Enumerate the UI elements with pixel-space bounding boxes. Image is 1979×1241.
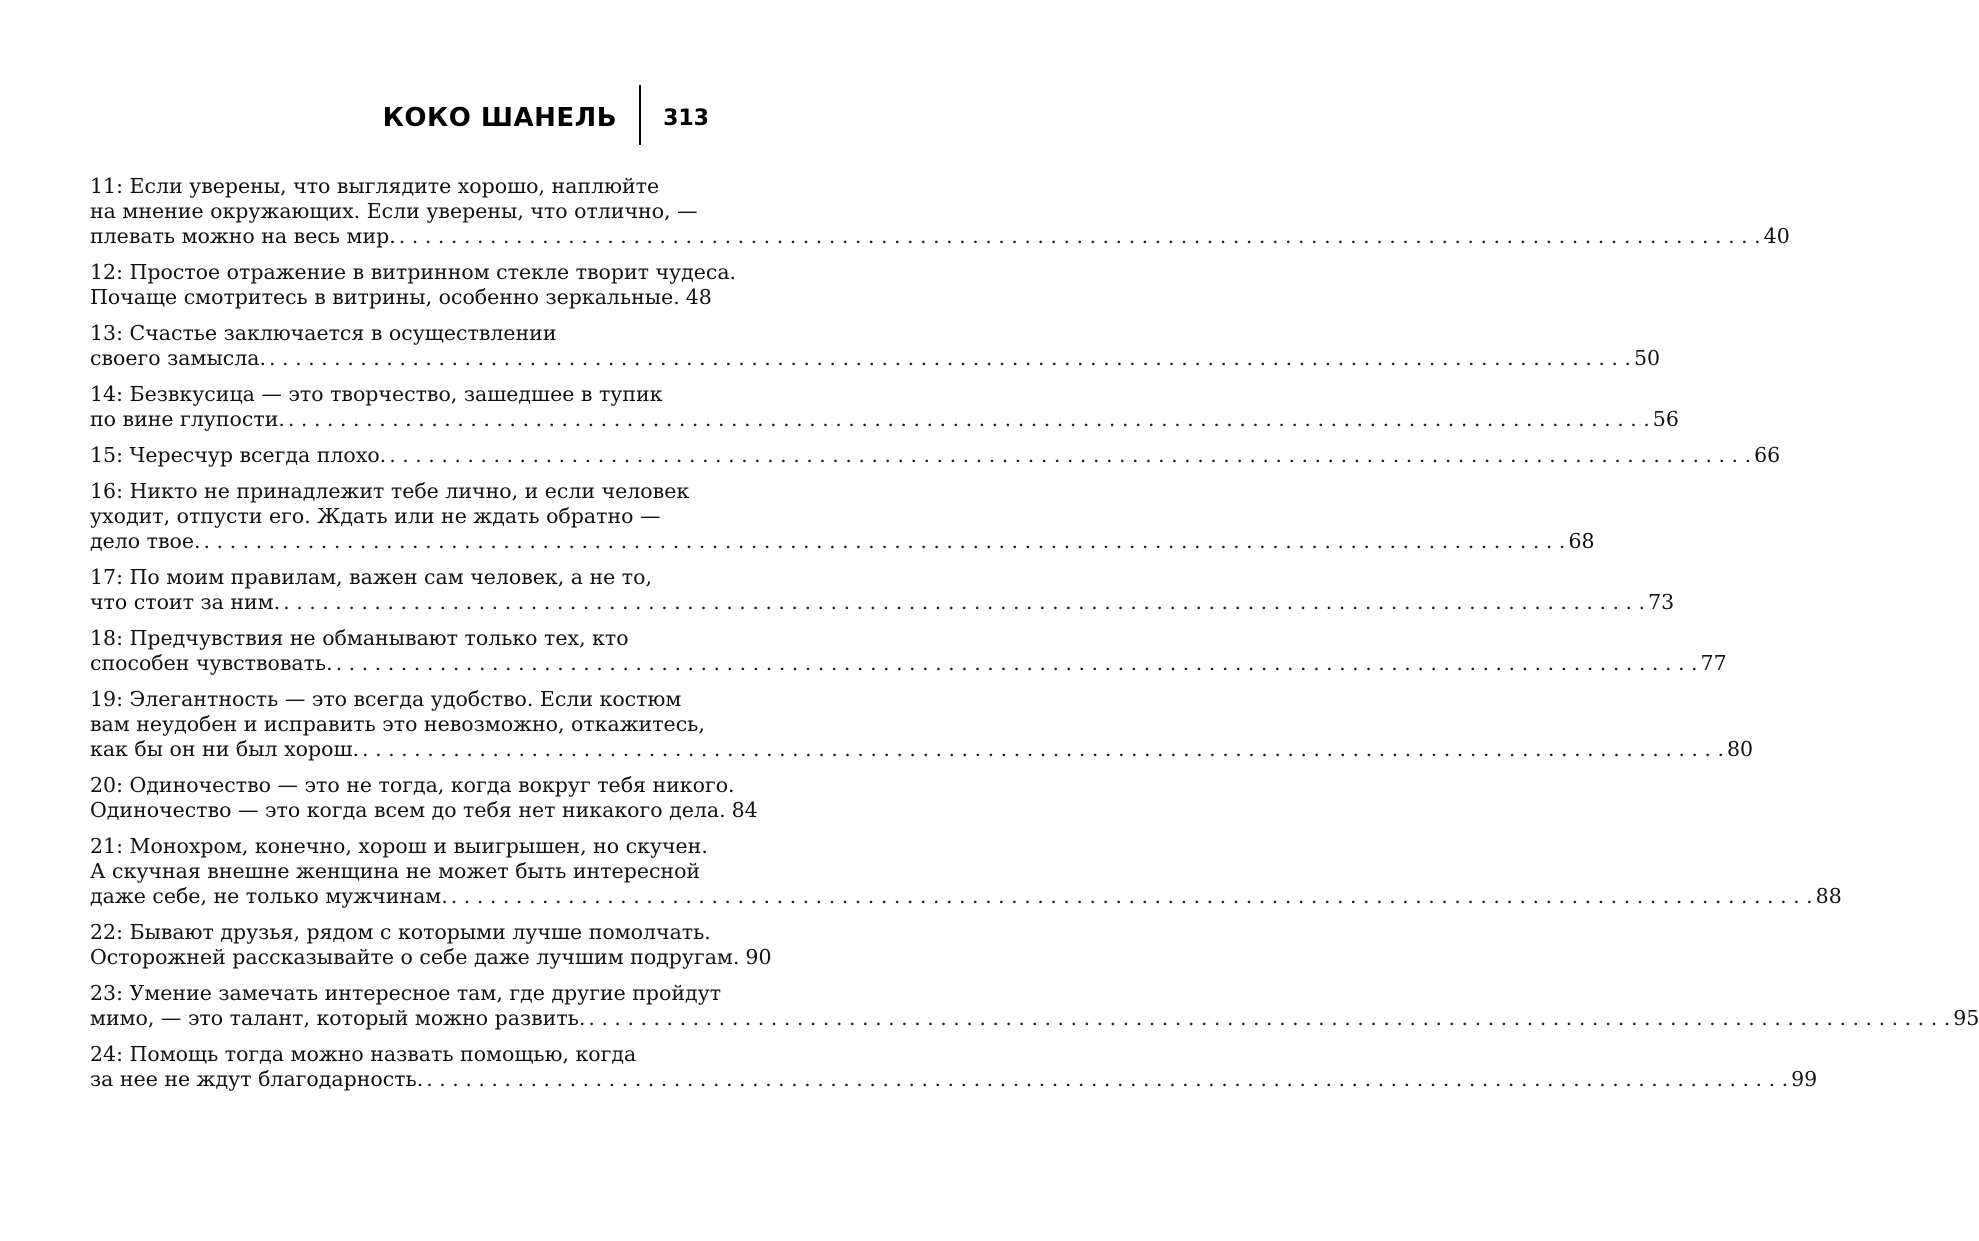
toc-page-number: 73 (1648, 590, 1675, 614)
dot-leader (588, 1006, 1950, 1031)
toc-entry (90, 479, 1595, 554)
toc-page-number: 50 (1633, 346, 1661, 370)
toc-entry-line: 20: Одиночество — это не тогда, когда вокруг тебя никого. (90, 773, 735, 797)
table-of-contents (90, 174, 1979, 1103)
toc-entry-text: 15: Чересчур всегда плохо. (90, 443, 387, 467)
toc-entry (90, 626, 1727, 676)
toc-entry-line: уходит, отпусти его. Ждать или не ждать обратно — (90, 504, 661, 528)
toc-entry-line: 14: Безвкусица — это творчество, зашедшее в тупик (90, 382, 663, 406)
toc-entry-last-line (90, 651, 1727, 676)
toc-entry-text: по вине глупости. (90, 407, 285, 431)
toc-page-number: 95 (1953, 1006, 1979, 1030)
toc-entry (90, 981, 1979, 1031)
toc-entry (90, 321, 1661, 371)
toc-entry-line: 24: Помощь тогда можно назвать помощью, когда (90, 1042, 637, 1066)
toc-entry-last-line (90, 884, 1842, 909)
dot-leader (399, 224, 1761, 249)
toc-entry-last-line (90, 1006, 1979, 1031)
toc-entry-text: своего замысла. (90, 346, 267, 370)
toc-entry-text: что стоит за ним. (90, 590, 281, 614)
toc-entry-line: вам неудобен и исправить это невозможно, откажитесь, (90, 712, 705, 736)
toc-entry-last-line (90, 737, 1754, 762)
dot-leader (426, 1067, 1788, 1092)
dot-leader (451, 884, 1813, 909)
toc-entry-text: дело твое. (90, 529, 201, 553)
header-divider (639, 85, 641, 145)
toc-entry-last-line (90, 346, 1661, 371)
toc-page-number: 66 (1754, 443, 1781, 467)
toc-entry-text: мимо, — это талант, который можно развить. (90, 1006, 586, 1030)
toc-entry (90, 773, 758, 823)
toc-page-number: 56 (1652, 407, 1679, 431)
toc-entry-line: 23: Умение замечать интересное там, где другие пройдут (90, 981, 722, 1005)
toc-page-number: 88 (1815, 884, 1842, 908)
toc-entry (90, 834, 1842, 909)
toc-entry-last-line (90, 224, 1790, 249)
toc-entry-line: А скучная внешне женщина не может быть интересной (90, 859, 701, 883)
toc-page-number: 77 (1700, 651, 1727, 675)
toc-entry-line: 19: Элегантность — это всегда удобство. Если костюм (90, 687, 682, 711)
dot-leader (269, 346, 1631, 371)
toc-entry-line: на мнение окружающих. Если уверены, что отлично, — (90, 199, 698, 223)
toc-entry-line: 22: Бывают друзья, рядом с которыми лучше помолчать. (90, 920, 711, 944)
toc-entry (90, 687, 1754, 762)
toc-page-number: 80 (1726, 737, 1754, 761)
toc-entry-line: 11: Если уверены, что выглядите хорошо, наплюйте (90, 174, 660, 198)
toc-entry-last-line (90, 590, 1675, 615)
toc-entry-last-line (90, 945, 772, 970)
toc-entry (90, 174, 1790, 249)
toc-entry-last-line (90, 407, 1679, 432)
toc-entry-text: способен чувствовать. (90, 651, 333, 675)
toc-entry-line: 16: Никто не принадлежит тебе лично, и если человек (90, 479, 690, 503)
toc-entry-line: 21: Монохром, конечно, хорош и выигрышен, но скучен. (90, 834, 708, 858)
toc-entry-text: Осторожней рассказывайте о себе даже лучшим подругам. (90, 945, 740, 969)
toc-entry-line: 18: Предчувствия не обманывают только тех, кто (90, 626, 629, 650)
toc-entry (90, 565, 1675, 615)
toc-page-number: 90 (745, 945, 772, 969)
toc-page-number: 40 (1763, 224, 1790, 248)
toc-entry-text: за нее не ждут благодарность. (90, 1067, 424, 1091)
toc-entry-line: 12: Простое отражение в витринном стекле творит чудеса. (90, 260, 737, 284)
toc-entry-last-line (90, 529, 1595, 554)
toc-page-number: 48 (685, 285, 712, 309)
toc-entry (90, 382, 1679, 432)
toc-entry-line: 17: По моим правилам, важен сам человек, а не то, (90, 565, 653, 589)
dot-leader (288, 407, 1650, 432)
toc-entry-text: даже себе, не только мужчинам. (90, 884, 448, 908)
toc-entry (90, 443, 1781, 468)
toc-entry-line: 13: Счастье заключается в осуществлении (90, 321, 557, 345)
toc-entry-last-line (90, 443, 1781, 468)
dot-leader (362, 737, 1724, 762)
toc-entry-text: Почаще смотритесь в витрины, особенно зеркальные. (90, 285, 680, 309)
toc-entry (90, 1042, 1818, 1092)
running-title: КОКО ШАНЕЛЬ (382, 103, 618, 133)
toc-entry (90, 260, 737, 310)
toc-entry-last-line (90, 1067, 1818, 1092)
dot-leader (204, 529, 1566, 554)
toc-entry (90, 920, 772, 970)
dot-leader (283, 590, 1645, 615)
toc-entry-last-line (90, 285, 712, 310)
toc-entry-last-line (90, 798, 758, 823)
dot-leader (336, 651, 1698, 676)
toc-entry-text: как бы он ни был хорош. (90, 737, 360, 761)
running-header (383, 84, 709, 146)
toc-page-number: 99 (1791, 1067, 1818, 1091)
toc-entry-text: плевать можно на весь мир. (90, 224, 396, 248)
page-number: 313 (663, 105, 709, 131)
toc-page-number: 84 (731, 798, 758, 822)
toc-page-number: 68 (1568, 529, 1595, 553)
toc-entry-text: Одиночество — это когда всем до тебя нет никакого дела. (90, 798, 726, 822)
dot-leader (389, 443, 1751, 468)
